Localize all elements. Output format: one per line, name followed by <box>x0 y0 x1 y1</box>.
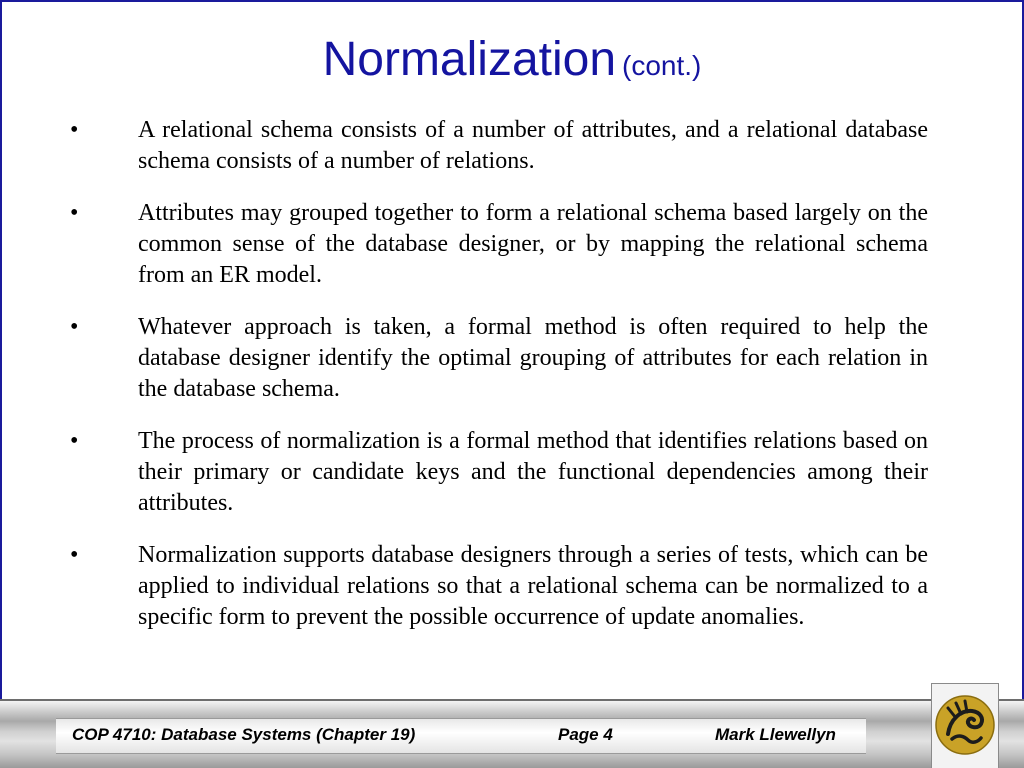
bullet-text: Normalization supports database designers through a series of tests, which can be applied to individual relations so that a relational schema can be normalized to a specific form to prevent the possible occurrence of update anomalies. <box>138 542 928 630</box>
bullet-text: A relational schema consists of a number of attributes, and a relational database schema consists of a number of relations. <box>138 117 928 174</box>
bullet-marker: • <box>70 200 79 226</box>
footer-course: COP 4710: Database Systems (Chapter 19) <box>72 725 416 744</box>
bullet-marker: • <box>70 117 79 143</box>
bullet-item <box>0 115 1024 177</box>
footer-page-number: Page 4 <box>558 725 613 744</box>
bullet-item <box>0 198 1024 291</box>
bullet-item <box>0 426 1024 519</box>
slide-title-main: Normalization <box>322 33 617 86</box>
slide-title <box>0 30 1024 96</box>
logo-box <box>931 683 999 768</box>
bullet-marker: • <box>70 428 79 454</box>
bullet-marker: • <box>70 314 79 340</box>
bullet-text: The process of normalization is a formal method that identifies relations based on their primary or candidate keys and the functional dependencies among their attributes. <box>138 428 928 516</box>
bullet-text: Attributes may grouped together to form a relational schema based largely on the common sense of the database designer, or by mapping the relational schema from an ER model. <box>138 200 928 288</box>
pegasus-logo-icon <box>934 694 996 756</box>
bullet-item <box>0 540 1024 633</box>
footer-author: Mark Llewellyn <box>715 725 836 744</box>
bullet-list <box>0 115 1024 654</box>
bullet-marker: • <box>70 542 79 568</box>
slide-title-suffix: (cont.) <box>622 50 702 81</box>
bullet-item <box>0 312 1024 405</box>
bullet-text: Whatever approach is taken, a formal method is often required to help the database designer identify the optimal grouping of attributes for each relation in the database schema. <box>138 314 928 402</box>
